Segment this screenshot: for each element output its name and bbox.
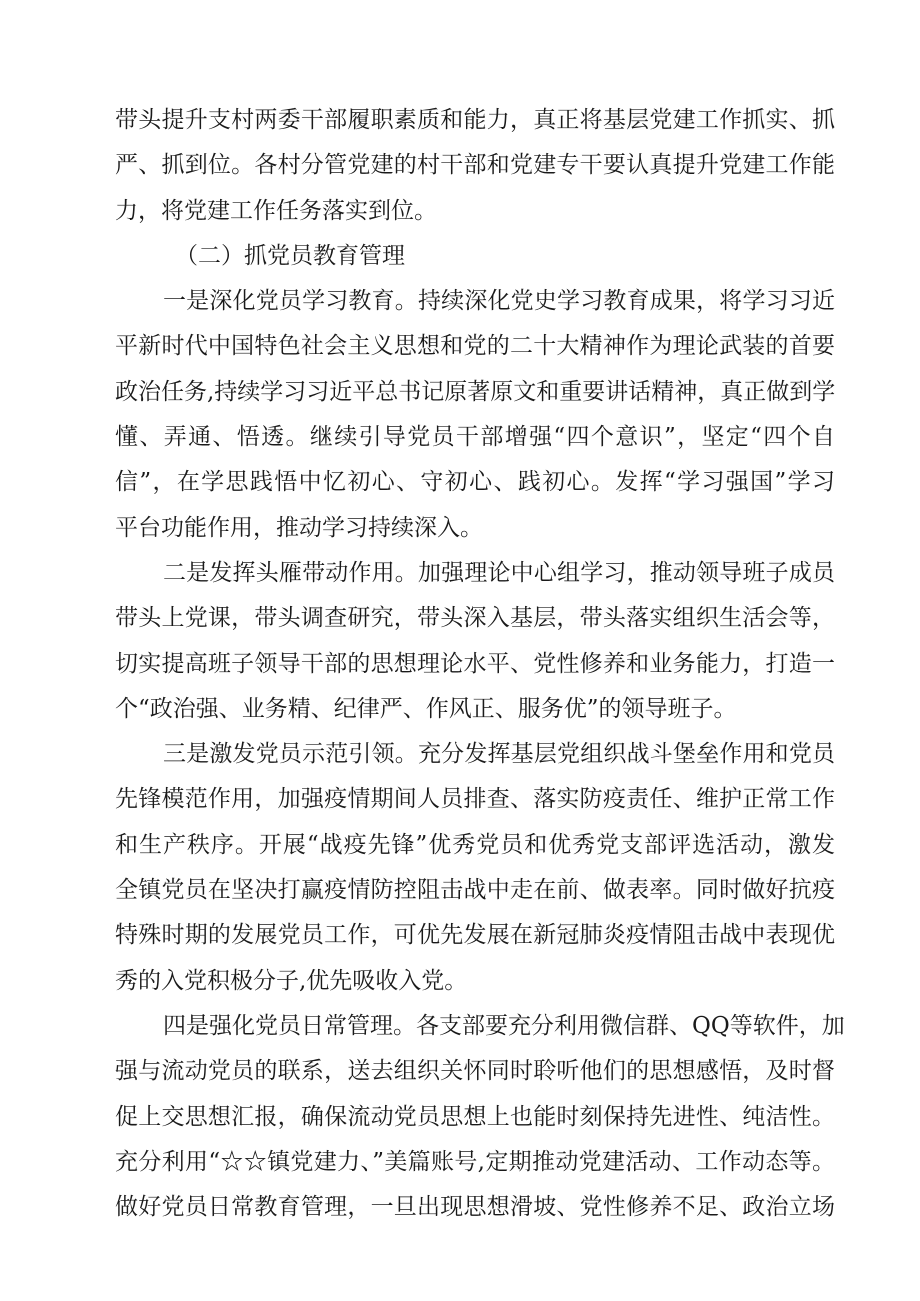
paragraph-line: 一是深化党员学习教育。持续深化党史学习教育成果，将学习习近 [163,288,835,315]
section-heading: （二）抓党员教育管理 [175,242,405,269]
text-line: 带头提升支村两委干部履职素质和能力，真正将基层党建工作抓实、抓 [115,107,835,133]
paragraph-line: 三是激发党员示范引领。充分发挥基层党组织战斗堡垒作用和党员 [163,741,835,768]
paragraph-line: 促上交思想汇报，确保流动党员思想上也能时刻保持先进性、纯洁性。 [115,1103,835,1130]
paragraph-line: 先锋模范作用，加强疫情期间人员排查、落实防疫责任、维护正常工作 [115,786,835,813]
paragraph-line: 平台功能作用，推动学习持续深入。 [115,514,483,541]
paragraph-line: 平新时代中国特色社会主义思想和党的二十大精神作为理论武装的首要 [115,333,835,360]
document-body [115,98,845,1230]
text-line: 力，将党建工作任务落实到位。 [115,197,437,224]
paragraph-line: 做好党员日常教育管理，一旦出现思想滑坡、党性修养不足、政治立场 [115,1194,835,1221]
paragraph-line: 秀的入党积极分子,优先吸收入党。 [115,967,468,994]
paragraph-line: 四是强化党员日常管理。各支部要充分利用微信群、QQ等软件，加 [163,1012,845,1039]
paragraph-line: 特殊时期的发展党员工作，可优先发展在新冠肺炎疫情阻击战中表现优 [115,922,835,949]
paragraph-line: 带头上党课，带头调查研究，带头深入基层，带头落实组织生活会等， [115,605,835,632]
paragraph-line: 充分利用“☆☆镇党建力、”美篇账号,定期推动党建活动、工作动态等。 [115,1148,835,1175]
paragraph-line: 二是发挥头雁带动作用。加强理论中心组学习，推动领导班子成员 [163,559,835,586]
text-line: 严、抓到位。各村分管党建的村干部和党建专干要认真提升党建工作能 [115,152,835,179]
paragraph-line: 懂、弄通、悟透。继续引导党员干部增强“四个意识”，坚定“四个自 [115,424,835,451]
paragraph-line: 强与流动党员的联系，送去组织关怀同时聆听他们的思想感悟，及时督 [115,1058,835,1085]
paragraph-line: 政治任务,持续学习习近平总书记原著原文和重要讲话精神，真正做到学 [115,378,836,405]
paragraph-line: 和生产秩序。开展“战疫先锋”优秀党员和优秀党支部评选活动，激发 [115,831,835,858]
paragraph-line: 切实提高班子领导干部的思想理论水平、党性修养和业务能力，打造一 [115,650,835,677]
paragraph-line: 全镇党员在坚决打赢疫情防控阻击战中走在前、做表率。同时做好抗疫 [115,877,835,904]
paragraph-line: 个“政治强、业务精、纪律严、作风正、服务优”的领导班子。 [115,695,737,722]
paragraph-line: 信”，在学思践悟中忆初心、守初心、践初心。发挥“学习强国”学习 [115,469,835,496]
